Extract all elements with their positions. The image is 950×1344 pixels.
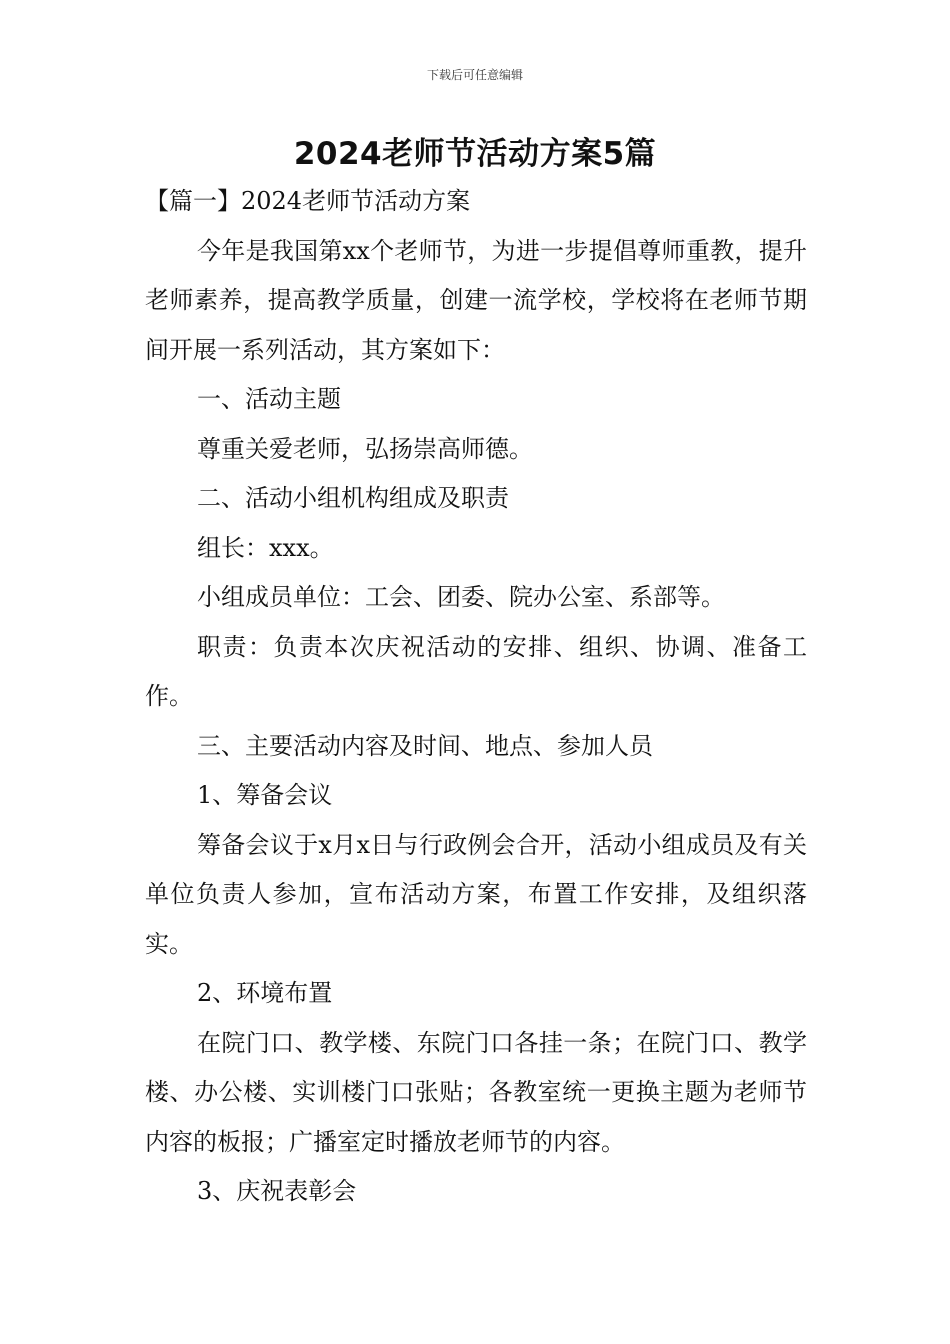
paragraph-preparatory-meeting: 筹备会议于x月x日与行政例会合开，活动小组成员及有关单位负责人参加，宣布活动方案，布置工作安排，及组织落实。 bbox=[145, 830, 807, 958]
paragraph-leader: 组长：xxx。 bbox=[197, 533, 334, 562]
header-note: 下载后可任意编辑 bbox=[426, 68, 523, 82]
section-heading: 【篇一】2024老师节活动方案 bbox=[145, 187, 471, 215]
heading-environment: 2、环境布置 bbox=[197, 979, 333, 1007]
paragraph-intro: 今年是我国第xx个老师节，为进一步提倡尊师重教，提升老师素养，提高教学质量，创建一流学校，学校将在老师节期间开展一系列活动，其方案如下： bbox=[145, 236, 807, 364]
paragraph-theme: 尊重关爱老师，弘扬崇高师德。 bbox=[197, 434, 533, 463]
paragraph-members: 小组成员单位：工会、团委、院办公室、系部等。 bbox=[197, 583, 725, 611]
page-title: 2024老师节活动方案5篇 bbox=[293, 136, 657, 172]
document-body bbox=[145, 177, 807, 1217]
paragraph-environment: 在院门口、教学楼、东院门口各挂一条；在院门口、教学楼、办公楼、实训楼门口张贴；各教室统一更换主题为老师节内容的板报；广播室定时播放老师节的内容。 bbox=[145, 1028, 807, 1156]
paragraph-duties: 职责：负责本次庆祝活动的安排、组织、协调、准备工作。 bbox=[145, 632, 807, 710]
heading-main-activities: 三、主要活动内容及时间、地点、参加人员 bbox=[197, 731, 653, 760]
heading-activity-theme: 一、活动主题 bbox=[197, 385, 341, 413]
heading-organization: 二、活动小组机构组成及职责 bbox=[197, 484, 509, 512]
heading-celebration: 3、庆祝表彰会 bbox=[197, 1177, 357, 1205]
heading-preparatory-meeting: 1、筹备会议 bbox=[197, 781, 333, 809]
